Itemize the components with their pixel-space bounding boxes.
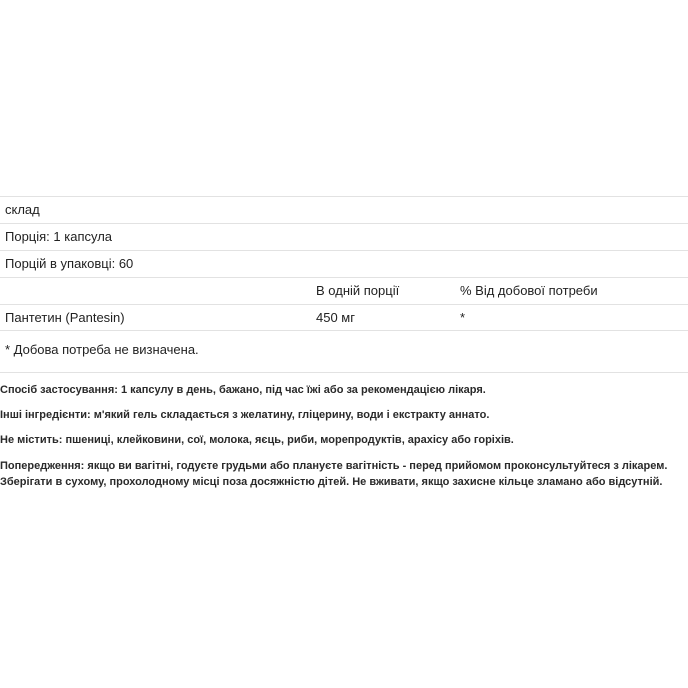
warning-text: Попередження: якщо ви вагітні, годуєте грудьми або плануєте вагітність - перед прийомом проконсультуйтеся з лікарем. (0, 460, 668, 472)
storage-text: Зберігати в сухому, прохолодному місці поза досяжністю дітей. Не вживати, якщо захисне кільце зламано або відсутній. (0, 476, 663, 488)
usage-text: Спосіб застосування: 1 капсулу в день, бажано, під час їжі або за рекомендацією лікаря. (0, 384, 486, 396)
per-serving-header: В одній порції (316, 283, 400, 298)
facts-heading-row (0, 196, 688, 223)
facts-heading: склад (5, 202, 40, 217)
daily-value-header: % Від добової потреби (460, 283, 598, 298)
serving-size-row (0, 223, 688, 250)
supplement-facts-table (0, 196, 688, 373)
ingredient-row (0, 304, 688, 331)
ingredient-amount: 450 мг (316, 310, 355, 325)
serving-size: Порція: 1 капсула (5, 229, 113, 244)
column-header-row (0, 277, 688, 304)
ingredient-daily-value: * (460, 310, 466, 325)
daily-value-footnote: * Добова потреба не визначена. (5, 342, 199, 357)
ingredient-name: Пантетин (Pantesin) (5, 310, 125, 325)
warning-block (0, 458, 688, 490)
other-ingredients-text: Інші інгредієнти: м'який гель складається з желатину, гліцерину, води і екстракту аннато. (0, 409, 490, 421)
free-from-block (0, 432, 688, 448)
servings-per-container: Порцій в упаковці: 60 (5, 256, 134, 271)
free-from-text: Не містить: пшениці, клейковини, сої, молока, яєць, риби, морепродуктів, арахісу або горіхів. (0, 434, 514, 446)
footnote-row (0, 331, 688, 373)
servings-per-container-row (0, 250, 688, 277)
usage-block (0, 382, 688, 398)
other-ingredients-block (0, 407, 688, 423)
